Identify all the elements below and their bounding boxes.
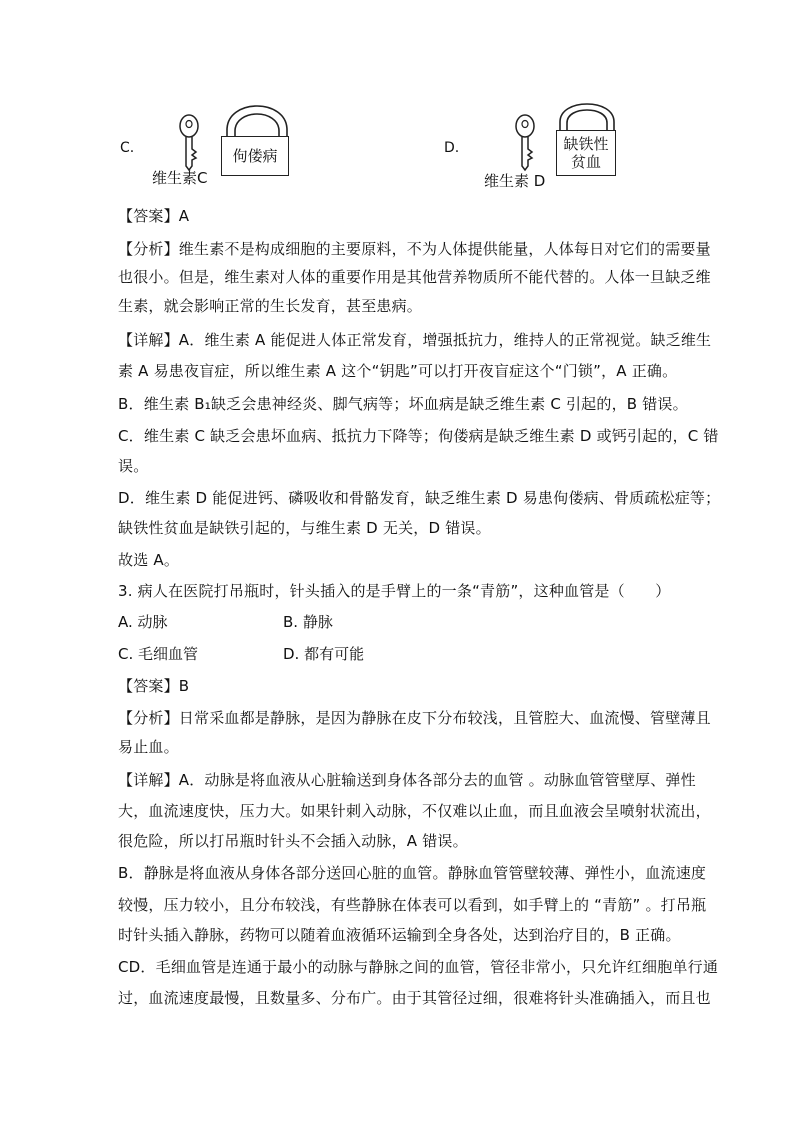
detail-line: B．静脉是将血液从身体各部分送回心脏的血管。静脉血管管壁较薄、弹性小，血流速度 <box>118 864 707 882</box>
key-icon <box>512 114 542 174</box>
lock-label: 佝偻病 <box>232 147 278 165</box>
option-letter: C. <box>120 140 135 156</box>
analysis-line: 也很小。但是，维生素对人体的重要作用是其他营养物质所不能代替的。人体一旦缺乏维 <box>118 268 711 286</box>
option-a: A. 动脉 <box>118 613 168 631</box>
key-icon <box>176 114 206 174</box>
detail-line: CD．毛细血管是连通于最小的动脉与静脉之间的血管，管径非常小，只允许红细胞单行通 <box>118 958 719 976</box>
detail-line: 大，血流速度快，压力大。如果针刺入动脉，不仅难以止血，而且血液会呈喷射状流出， <box>118 802 711 820</box>
option-row <box>118 644 518 664</box>
detail-line: 时针头插入静脉，药物可以随着血液循环运输到全身各处，达到治疗目的，B 正确。 <box>118 926 681 944</box>
lock-body <box>221 136 289 176</box>
question-line: 3. 病人在医院打吊瓶时，针头插入的是手臂上的一条“青筋”，这种血管是（ ） <box>118 582 671 600</box>
key-label: 维生素 D <box>484 172 546 190</box>
figure-option-c <box>118 108 318 188</box>
detail-line: B．维生素 B₁缺乏会患神经炎、脚气病等；坏血病是缺乏维生素 C 引起的，B 错误。 <box>118 395 688 413</box>
answer-line: 【答案】B <box>118 677 190 695</box>
analysis-line: 生素，就会影响正常的生长发育，甚至患病。 <box>118 297 423 315</box>
conclusion-line: 故选 A。 <box>118 551 180 569</box>
detail-line: 缺铁性贫血是缺铁引起的，与维生素 D 无关，D 错误。 <box>118 519 491 537</box>
analysis-line: 易止血。 <box>118 738 179 756</box>
option-row <box>118 612 518 632</box>
detail-line: 过，血流速度最慢，且数量多、分布广。由于其管径过细，很难将针头准确插入，而且也 <box>118 989 711 1007</box>
option-letter: D. <box>444 140 460 156</box>
detail-line: 误。 <box>118 457 149 475</box>
detail-line: C．维生素 C 缺乏会患坏血病、抵抗力下降等；佝偻病是缺乏维生素 D 或钙引起的，C 错 <box>118 427 719 445</box>
detail-line: 【详解】A．维生素 A 能促进人体正常发育，增强抵抗力，维持人的正常视觉。缺乏维生 <box>118 331 712 349</box>
lock-label-line-1: 缺铁性 <box>563 135 609 153</box>
lock-label-line-2: 贫血 <box>570 153 601 171</box>
figure-option-d <box>442 108 642 192</box>
option-b: B. 静脉 <box>283 613 333 631</box>
answer-line: 【答案】A <box>118 207 190 225</box>
lock-body <box>556 130 616 176</box>
detail-line: 素 A 易患夜盲症，所以维生素 A 这个“钥匙”可以打开夜盲症这个“门锁”，A 正确。 <box>118 362 678 380</box>
detail-line: 【详解】A．动脉是将血液从心脏输送到身体各部分去的血管 。动脉血管管壁厚、弹性 <box>118 771 696 789</box>
option-d: D. 都有可能 <box>283 645 365 663</box>
analysis-line: 【分析】维生素不是构成细胞的主要原料，不为人体提供能量，人体每日对它们的需要量 <box>118 240 711 258</box>
option-c: C. 毛细血管 <box>118 645 199 663</box>
detail-line: 很危险，所以打吊瓶时针头不会插入动脉，A 错误。 <box>118 832 468 850</box>
key-label: 维生素C <box>152 169 208 187</box>
detail-line: 较慢，压力较小，且分布较浅，有些静脉在体表可以看到，如手臂上的 “青筋” 。打吊瓶 <box>118 896 707 914</box>
detail-line: D．维生素 D 能促进钙、磷吸收和骨骼发育，缺乏维生素 D 易患佝偻病、骨质疏松症等； <box>118 489 721 507</box>
analysis-line: 【分析】日常采血都是静脉，是因为静脉在皮下分布较浅，且管腔大、血流慢、管壁薄且 <box>118 709 711 727</box>
